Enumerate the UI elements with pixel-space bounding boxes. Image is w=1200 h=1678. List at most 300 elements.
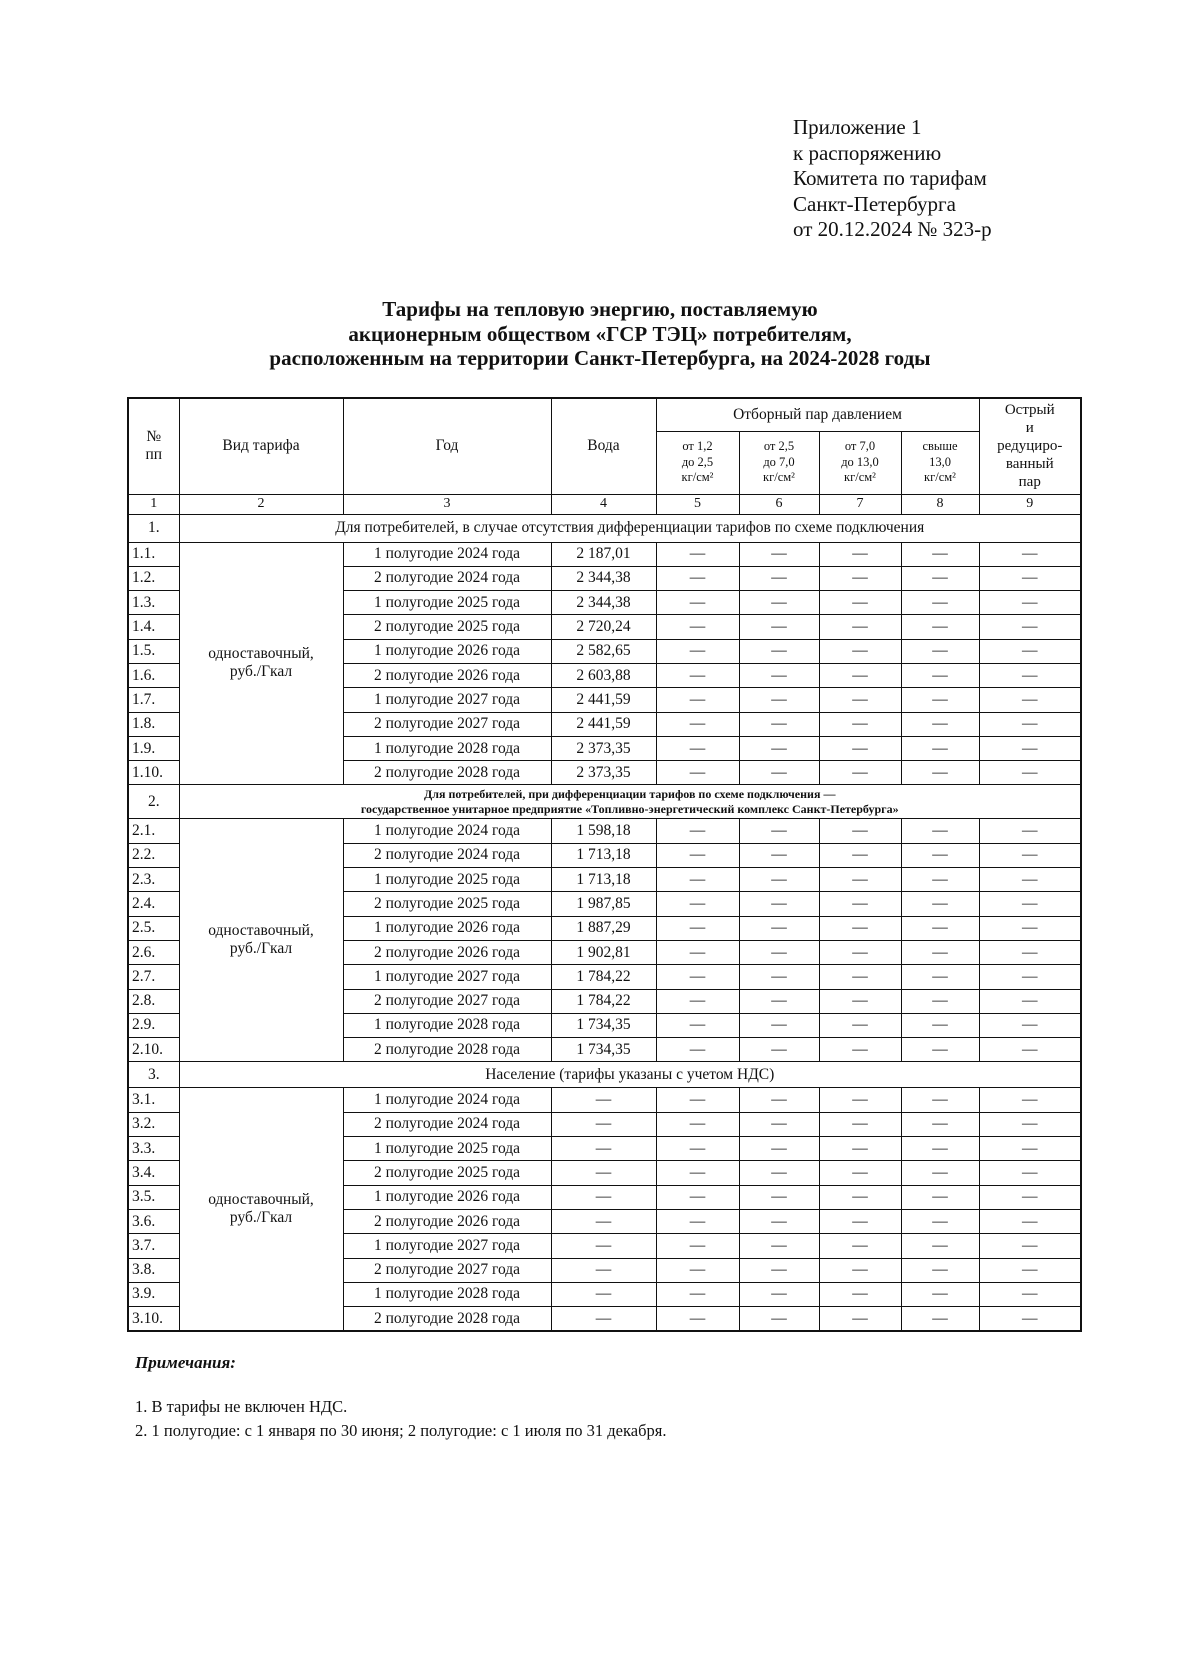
steam-tariff-cell: —	[819, 892, 901, 916]
water-tariff-cell: 2 344,38	[551, 566, 656, 590]
year-cell: 1 полугодие 2028 года	[343, 1282, 551, 1306]
steam-tariff-cell: —	[901, 1013, 979, 1037]
appendix-line: Комитета по тарифам	[793, 166, 987, 190]
section-header-row	[128, 514, 1081, 542]
steam-tariff-cell: —	[901, 712, 979, 736]
steam-tariff-cell: —	[656, 1282, 739, 1306]
water-tariff-cell: —	[551, 1307, 656, 1331]
header-steam-line: до 13,0	[841, 454, 879, 469]
header-steam-line: свыше	[922, 439, 958, 454]
table-row	[128, 542, 1081, 566]
steam-tariff-cell: —	[901, 1112, 979, 1136]
column-number: 9	[979, 494, 1081, 514]
tariff-type-line: руб./Гкал	[229, 1209, 293, 1227]
sharp-steam-tariff-cell: —	[979, 989, 1081, 1013]
year-cell: 1 полугодие 2024 года	[343, 819, 551, 843]
sharp-steam-tariff-cell: —	[979, 688, 1081, 712]
header-steam-col	[901, 431, 979, 494]
year-cell: 2 полугодие 2028 года	[343, 1307, 551, 1331]
section-title	[179, 1062, 1081, 1088]
section-number: 1.	[128, 514, 179, 542]
steam-tariff-cell: —	[656, 1185, 739, 1209]
row-number: 2.9.	[128, 1013, 179, 1037]
row-number: 1.10.	[128, 761, 179, 785]
steam-tariff-cell: —	[819, 989, 901, 1013]
year-cell: 1 полугодие 2027 года	[343, 1234, 551, 1258]
steam-tariff-cell: —	[901, 989, 979, 1013]
steam-tariff-cell: —	[901, 542, 979, 566]
row-number: 1.6.	[128, 663, 179, 687]
year-cell: 2 полугодие 2027 года	[343, 1258, 551, 1282]
document-title	[0, 297, 1200, 371]
note-item: 2. 1 полугодие: с 1 января по 30 июня; 2 полугодие: с 1 июля по 31 декабря.	[135, 1421, 667, 1440]
steam-tariff-cell: —	[819, 1137, 901, 1161]
water-tariff-cell: 1 987,85	[551, 892, 656, 916]
section-header-row	[128, 1062, 1081, 1088]
header-steam-line: кг/см²	[763, 470, 795, 485]
title-line: расположенным на территории Санкт-Петербурга, на 2024-2028 годы	[269, 346, 931, 370]
tariff-type-line: одноставочный,	[208, 645, 314, 663]
steam-tariff-cell: —	[819, 819, 901, 843]
sharp-steam-tariff-cell: —	[979, 1185, 1081, 1209]
steam-tariff-cell: —	[819, 1088, 901, 1112]
header-steam-line: от 1,2	[682, 439, 713, 454]
steam-tariff-cell: —	[739, 615, 819, 639]
water-tariff-cell: 1 887,29	[551, 916, 656, 940]
year-cell: 2 полугодие 2026 года	[343, 1209, 551, 1233]
header-steam-line: до 7,0	[763, 454, 795, 469]
sharp-steam-tariff-cell: —	[979, 916, 1081, 940]
row-number: 1.1.	[128, 542, 179, 566]
steam-tariff-cell: —	[656, 916, 739, 940]
header-row	[128, 398, 1081, 431]
steam-tariff-cell: —	[901, 1088, 979, 1112]
steam-tariff-cell: —	[901, 892, 979, 916]
sharp-steam-tariff-cell: —	[979, 1161, 1081, 1185]
column-number: 3	[343, 494, 551, 514]
steam-tariff-cell: —	[739, 1013, 819, 1037]
water-tariff-cell: 1 734,35	[551, 1038, 656, 1062]
steam-tariff-cell: —	[819, 1185, 901, 1209]
steam-tariff-cell: —	[656, 892, 739, 916]
steam-tariff-cell: —	[819, 1112, 901, 1136]
year-cell: 2 полугодие 2024 года	[343, 1112, 551, 1136]
row-number: 3.4.	[128, 1161, 179, 1185]
water-tariff-cell: 2 344,38	[551, 591, 656, 615]
header-steam-col	[656, 431, 739, 494]
steam-tariff-cell: —	[819, 1161, 901, 1185]
row-number: 2.7.	[128, 965, 179, 989]
steam-tariff-cell: —	[739, 892, 819, 916]
steam-tariff-cell: —	[901, 1282, 979, 1306]
sharp-steam-tariff-cell: —	[979, 761, 1081, 785]
steam-tariff-cell: —	[819, 566, 901, 590]
row-number: 2.5.	[128, 916, 179, 940]
steam-tariff-cell: —	[901, 615, 979, 639]
section-title-line: Население (тарифы указаны с учетом НДС)	[485, 1065, 775, 1083]
sharp-steam-tariff-cell: —	[979, 1258, 1081, 1282]
steam-tariff-cell: —	[901, 868, 979, 892]
water-tariff-cell: —	[551, 1112, 656, 1136]
notes-title: Примечания:	[135, 1353, 236, 1372]
appendix-line: от 20.12.2024 № 323-р	[793, 217, 992, 241]
row-number: 2.1.	[128, 819, 179, 843]
row-number: 3.3.	[128, 1137, 179, 1161]
header-sharp-steam-line: редуциро-	[997, 438, 1063, 455]
steam-tariff-cell: —	[739, 712, 819, 736]
header-number-line: №	[146, 428, 162, 446]
steam-tariff-cell: —	[739, 1185, 819, 1209]
water-tariff-cell: 1 784,22	[551, 965, 656, 989]
steam-tariff-cell: —	[901, 761, 979, 785]
water-tariff-cell: 1 598,18	[551, 819, 656, 843]
section-title-line: Для потребителей, при дифференциации тарифов по схеме подключения —	[424, 786, 836, 801]
header-steam-col	[819, 431, 901, 494]
year-cell: 2 полугодие 2026 года	[343, 940, 551, 964]
sharp-steam-tariff-cell: —	[979, 712, 1081, 736]
water-tariff-cell: 1 902,81	[551, 940, 656, 964]
year-cell: 1 полугодие 2028 года	[343, 736, 551, 760]
steam-tariff-cell: —	[739, 1161, 819, 1185]
header-sharp-steam	[979, 398, 1081, 494]
title-line: Тарифы на тепловую энергию, поставляемую	[382, 297, 818, 321]
steam-tariff-cell: —	[819, 1282, 901, 1306]
year-cell: 1 полугодие 2026 года	[343, 639, 551, 663]
steam-tariff-cell: —	[656, 940, 739, 964]
section-title-line: государственное унитарное предприятие «Топливно-энергетический комплекс Санкт-Петербурга»	[360, 801, 899, 816]
steam-tariff-cell: —	[739, 688, 819, 712]
steam-tariff-cell: —	[901, 1258, 979, 1282]
section-title	[179, 514, 1081, 542]
steam-tariff-cell: —	[901, 591, 979, 615]
water-tariff-cell: —	[551, 1234, 656, 1258]
year-cell: 1 полугодие 2028 года	[343, 1013, 551, 1037]
steam-tariff-cell: —	[656, 761, 739, 785]
tariff-table	[127, 397, 1082, 1332]
water-tariff-cell: 2 373,35	[551, 736, 656, 760]
steam-tariff-cell: —	[739, 1307, 819, 1331]
row-number: 3.10.	[128, 1307, 179, 1331]
steam-tariff-cell: —	[739, 1209, 819, 1233]
tariff-type-line: одноставочный,	[208, 1191, 314, 1209]
steam-tariff-cell: —	[739, 761, 819, 785]
steam-tariff-cell: —	[819, 1258, 901, 1282]
sharp-steam-tariff-cell: —	[979, 639, 1081, 663]
steam-tariff-cell: —	[656, 688, 739, 712]
year-cell: 1 полугодие 2025 года	[343, 868, 551, 892]
steam-tariff-cell: —	[656, 736, 739, 760]
water-tariff-cell: 2 441,59	[551, 688, 656, 712]
column-number: 5	[656, 494, 739, 514]
steam-tariff-cell: —	[656, 868, 739, 892]
row-number: 1.2.	[128, 566, 179, 590]
row-number: 3.7.	[128, 1234, 179, 1258]
steam-tariff-cell: —	[739, 843, 819, 867]
year-cell: 2 полугодие 2025 года	[343, 892, 551, 916]
steam-tariff-cell: —	[819, 663, 901, 687]
steam-tariff-cell: —	[739, 965, 819, 989]
sharp-steam-tariff-cell: —	[979, 1137, 1081, 1161]
steam-tariff-cell: —	[819, 1209, 901, 1233]
row-number: 2.4.	[128, 892, 179, 916]
year-cell: 1 полугодие 2026 года	[343, 1185, 551, 1209]
steam-tariff-cell: —	[739, 916, 819, 940]
row-number: 2.3.	[128, 868, 179, 892]
steam-tariff-cell: —	[901, 1209, 979, 1233]
row-number: 1.8.	[128, 712, 179, 736]
steam-tariff-cell: —	[656, 819, 739, 843]
steam-tariff-cell: —	[656, 1013, 739, 1037]
sharp-steam-tariff-cell: —	[979, 542, 1081, 566]
water-tariff-cell: 1 784,22	[551, 989, 656, 1013]
steam-tariff-cell: —	[901, 639, 979, 663]
year-cell: 1 полугодие 2026 года	[343, 916, 551, 940]
water-tariff-cell: 2 582,65	[551, 639, 656, 663]
year-cell: 1 полугодие 2025 года	[343, 591, 551, 615]
year-cell: 2 полугодие 2028 года	[343, 1038, 551, 1062]
row-number: 2.10.	[128, 1038, 179, 1062]
steam-tariff-cell: —	[819, 591, 901, 615]
header-number	[128, 398, 179, 494]
sharp-steam-tariff-cell: —	[979, 1209, 1081, 1233]
steam-tariff-cell: —	[656, 1112, 739, 1136]
steam-tariff-cell: —	[819, 868, 901, 892]
steam-tariff-cell: —	[819, 615, 901, 639]
steam-tariff-cell: —	[739, 736, 819, 760]
steam-tariff-cell: —	[739, 542, 819, 566]
row-number: 1.7.	[128, 688, 179, 712]
sharp-steam-tariff-cell: —	[979, 591, 1081, 615]
row-number: 1.4.	[128, 615, 179, 639]
section-header-row	[128, 785, 1081, 819]
header-steam-line: до 2,5	[681, 454, 714, 469]
header-steam-line: кг/см²	[844, 470, 876, 485]
steam-tariff-cell: —	[739, 1088, 819, 1112]
steam-tariff-cell: —	[739, 819, 819, 843]
tariff-table-wrapper	[127, 397, 1082, 1332]
header-sharp-steam-line: ванный	[1005, 456, 1054, 473]
table-row	[128, 819, 1081, 843]
steam-tariff-cell: —	[819, 1307, 901, 1331]
header-steam-line: кг/см²	[681, 470, 714, 485]
sharp-steam-tariff-cell: —	[979, 819, 1081, 843]
steam-tariff-cell: —	[901, 1137, 979, 1161]
appendix-block	[793, 115, 992, 243]
sharp-steam-tariff-cell: —	[979, 868, 1081, 892]
sharp-steam-tariff-cell: —	[979, 940, 1081, 964]
steam-tariff-cell: —	[656, 1209, 739, 1233]
steam-tariff-cell: —	[656, 1088, 739, 1112]
row-number: 3.6.	[128, 1209, 179, 1233]
tariff-type-line: руб./Гкал	[229, 663, 293, 681]
header-steam-line: от 7,0	[844, 439, 876, 454]
steam-tariff-cell: —	[901, 819, 979, 843]
row-number: 2.8.	[128, 989, 179, 1013]
steam-tariff-cell: —	[656, 965, 739, 989]
steam-tariff-cell: —	[656, 1038, 739, 1062]
row-number: 3.9.	[128, 1282, 179, 1306]
water-tariff-cell: —	[551, 1137, 656, 1161]
water-tariff-cell: —	[551, 1282, 656, 1306]
steam-tariff-cell: —	[901, 1161, 979, 1185]
row-number: 2.6.	[128, 940, 179, 964]
steam-tariff-cell: —	[819, 736, 901, 760]
year-cell: 2 полугодие 2024 года	[343, 843, 551, 867]
water-tariff-cell: 1 734,35	[551, 1013, 656, 1037]
steam-tariff-cell: —	[901, 916, 979, 940]
steam-tariff-cell: —	[656, 1258, 739, 1282]
steam-tariff-cell: —	[739, 639, 819, 663]
steam-tariff-cell: —	[819, 688, 901, 712]
sharp-steam-tariff-cell: —	[979, 843, 1081, 867]
steam-tariff-cell: —	[739, 663, 819, 687]
tariff-type-cell	[179, 819, 343, 1062]
year-cell: 1 полугодие 2025 года	[343, 1137, 551, 1161]
tariff-type-line: одноставочный,	[208, 922, 314, 940]
steam-tariff-cell: —	[901, 1234, 979, 1258]
steam-tariff-cell: —	[739, 989, 819, 1013]
water-tariff-cell: 2 603,88	[551, 663, 656, 687]
year-cell: 2 полугодие 2024 года	[343, 566, 551, 590]
header-sharp-steam-line: пар	[1018, 474, 1041, 491]
column-number: 2	[179, 494, 343, 514]
water-tariff-cell: 1 713,18	[551, 868, 656, 892]
header-steam-group: Отборный пар давлением	[656, 398, 979, 431]
steam-tariff-cell: —	[901, 1307, 979, 1331]
header-tariff-type: Вид тарифа	[179, 398, 343, 494]
steam-tariff-cell: —	[656, 639, 739, 663]
row-number: 3.8.	[128, 1258, 179, 1282]
steam-tariff-cell: —	[819, 639, 901, 663]
steam-tariff-cell: —	[901, 566, 979, 590]
steam-tariff-cell: —	[819, 1038, 901, 1062]
section-number: 2.	[128, 785, 179, 819]
row-number: 1.5.	[128, 639, 179, 663]
water-tariff-cell: —	[551, 1258, 656, 1282]
steam-tariff-cell: —	[819, 712, 901, 736]
steam-tariff-cell: —	[739, 1282, 819, 1306]
column-number: 6	[739, 494, 819, 514]
header-sharp-steam-line: Острый	[1004, 402, 1055, 419]
steam-tariff-cell: —	[739, 566, 819, 590]
steam-tariff-cell: —	[739, 940, 819, 964]
header-steam-col	[739, 431, 819, 494]
sharp-steam-tariff-cell: —	[979, 566, 1081, 590]
column-number: 7	[819, 494, 901, 514]
year-cell: 2 полугодие 2025 года	[343, 615, 551, 639]
water-tariff-cell: —	[551, 1185, 656, 1209]
steam-tariff-cell: —	[819, 761, 901, 785]
sharp-steam-tariff-cell: —	[979, 1013, 1081, 1037]
steam-tariff-cell: —	[901, 736, 979, 760]
steam-tariff-cell: —	[656, 615, 739, 639]
row-number: 1.3.	[128, 591, 179, 615]
steam-tariff-cell: —	[739, 1258, 819, 1282]
appendix-line: Санкт-Петербурга	[793, 191, 956, 216]
steam-tariff-cell: —	[819, 965, 901, 989]
year-cell: 2 полугодие 2027 года	[343, 712, 551, 736]
header-number-line: пп	[145, 446, 163, 464]
notes-list	[135, 1395, 666, 1443]
steam-tariff-cell: —	[656, 989, 739, 1013]
header-steam-line: 13,0	[929, 454, 951, 469]
year-cell: 1 полугодие 2027 года	[343, 688, 551, 712]
steam-tariff-cell: —	[901, 843, 979, 867]
sharp-steam-tariff-cell: —	[979, 1307, 1081, 1331]
sharp-steam-tariff-cell: —	[979, 965, 1081, 989]
sharp-steam-tariff-cell: —	[979, 615, 1081, 639]
header-steam-line: кг/см²	[924, 470, 956, 485]
water-tariff-cell: —	[551, 1209, 656, 1233]
steam-tariff-cell: —	[819, 940, 901, 964]
steam-tariff-cell: —	[901, 1038, 979, 1062]
column-number: 4	[551, 494, 656, 514]
steam-tariff-cell: —	[739, 1137, 819, 1161]
steam-tariff-cell: —	[819, 542, 901, 566]
sharp-steam-tariff-cell: —	[979, 1088, 1081, 1112]
steam-tariff-cell: —	[739, 591, 819, 615]
steam-tariff-cell: —	[656, 843, 739, 867]
header-steam-line: от 2,5	[763, 439, 795, 454]
row-number: 1.9.	[128, 736, 179, 760]
steam-tariff-cell: —	[739, 1234, 819, 1258]
steam-tariff-cell: —	[901, 940, 979, 964]
steam-tariff-cell: —	[901, 663, 979, 687]
tariff-type-cell	[179, 542, 343, 785]
row-number: 3.5.	[128, 1185, 179, 1209]
water-tariff-cell: 2 720,24	[551, 615, 656, 639]
column-number-row	[128, 494, 1081, 514]
steam-tariff-cell: —	[739, 1112, 819, 1136]
steam-tariff-cell: —	[901, 1185, 979, 1209]
year-cell: 2 полугодие 2026 года	[343, 663, 551, 687]
steam-tariff-cell: —	[656, 566, 739, 590]
column-number: 1	[128, 494, 179, 514]
sharp-steam-tariff-cell: —	[979, 663, 1081, 687]
appendix-line: Приложение 1	[793, 115, 922, 139]
year-cell: 2 полугодие 2025 года	[343, 1161, 551, 1185]
steam-tariff-cell: —	[901, 965, 979, 989]
header-year: Год	[343, 398, 551, 494]
section-title-line: Для потребителей, в случае отсутствия дифференциации тарифов по схеме подключения	[335, 519, 925, 536]
steam-tariff-cell: —	[656, 663, 739, 687]
header-water: Вода	[551, 398, 656, 494]
steam-tariff-cell: —	[819, 843, 901, 867]
steam-tariff-cell: —	[901, 688, 979, 712]
title-line: акционерным обществом «ГСР ТЭЦ» потребителям,	[348, 321, 852, 346]
table-row	[128, 1088, 1081, 1112]
steam-tariff-cell: —	[739, 1038, 819, 1062]
water-tariff-cell: 1 713,18	[551, 843, 656, 867]
year-cell: 2 полугодие 2027 года	[343, 989, 551, 1013]
section-number: 3.	[128, 1062, 179, 1088]
year-cell: 1 полугодие 2027 года	[343, 965, 551, 989]
sharp-steam-tariff-cell: —	[979, 1282, 1081, 1306]
water-tariff-cell: 2 187,01	[551, 542, 656, 566]
section-title	[179, 785, 1081, 819]
water-tariff-cell: 2 441,59	[551, 712, 656, 736]
steam-tariff-cell: —	[656, 542, 739, 566]
row-number: 2.2.	[128, 843, 179, 867]
note-item: 1. В тарифы не включен НДС.	[135, 1397, 348, 1416]
steam-tariff-cell: —	[656, 712, 739, 736]
year-cell: 1 полугодие 2024 года	[343, 1088, 551, 1112]
water-tariff-cell: —	[551, 1161, 656, 1185]
table-body	[128, 514, 1081, 1331]
steam-tariff-cell: —	[656, 1161, 739, 1185]
sharp-steam-tariff-cell: —	[979, 1112, 1081, 1136]
water-tariff-cell: 2 373,35	[551, 761, 656, 785]
